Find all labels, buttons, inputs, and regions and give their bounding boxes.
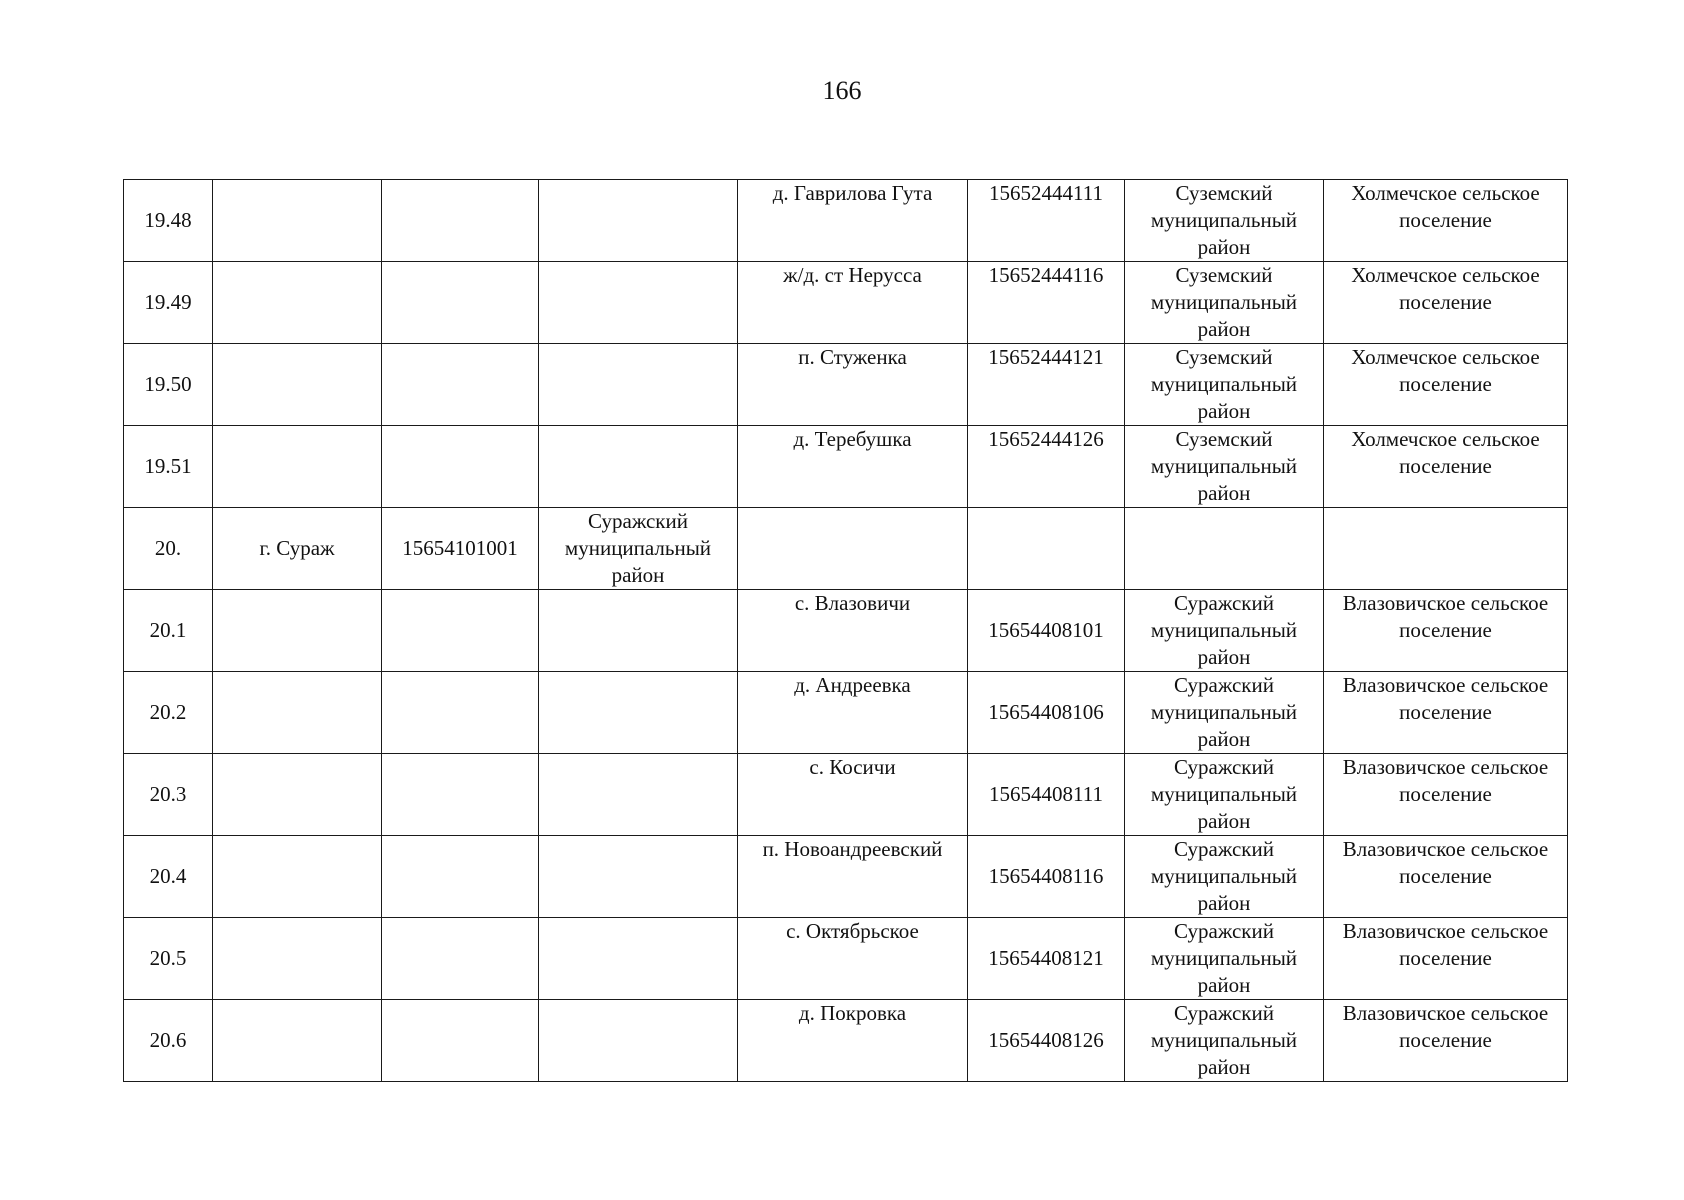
city-district-cell xyxy=(539,590,738,672)
settlement-cell xyxy=(1324,836,1568,918)
settlement-cell-text: Холмечское сельское поселение xyxy=(1351,427,1540,478)
district-cell-text: Суражский муниципальный район xyxy=(1150,1001,1298,1079)
city-code-cell xyxy=(382,754,539,836)
row-number-cell xyxy=(124,180,213,262)
settlements-table xyxy=(123,179,1568,1082)
district-cell xyxy=(1125,836,1324,918)
place-name-cell-text: с. Октябрьское xyxy=(786,919,919,943)
place-code-cell xyxy=(968,836,1125,918)
district-cell xyxy=(1125,918,1324,1000)
settlement-cell-text: Влазовичское сельское поселение xyxy=(1342,591,1549,642)
row-number-cell xyxy=(124,672,213,754)
district-cell xyxy=(1125,262,1324,344)
city-code-cell xyxy=(382,590,539,672)
city-district-cell xyxy=(539,836,738,918)
place-name-cell-text: д. Андреевка xyxy=(794,673,911,697)
settlement-cell xyxy=(1324,590,1568,672)
place-code-cell xyxy=(968,426,1125,508)
place-code-cell-text: 15652444116 xyxy=(988,263,1104,287)
place-name-cell xyxy=(738,262,968,344)
city-code-cell xyxy=(382,508,539,590)
district-cell xyxy=(1125,508,1324,590)
row-number-cell-text: 19.49 xyxy=(144,290,192,314)
place-name-cell-text: с. Влазовичи xyxy=(794,591,911,615)
place-code-cell xyxy=(968,672,1125,754)
table-row xyxy=(124,344,1568,426)
table-row xyxy=(124,426,1568,508)
place-code-cell-text: 15652444121 xyxy=(988,345,1104,369)
settlement-cell xyxy=(1324,262,1568,344)
city-name-cell xyxy=(213,426,382,508)
place-code-cell xyxy=(968,262,1125,344)
row-number-cell xyxy=(124,508,213,590)
settlement-cell-text: Влазовичское сельское поселение xyxy=(1342,673,1549,724)
city-district-cell xyxy=(539,1000,738,1082)
city-district-cell xyxy=(539,344,738,426)
district-cell xyxy=(1125,1000,1324,1082)
district-cell-text: Суземский муниципальный район xyxy=(1150,345,1298,423)
city-code-cell-text: 15654101001 xyxy=(402,536,518,560)
place-code-cell-text: 15654408111 xyxy=(989,782,1103,806)
city-name-cell xyxy=(213,918,382,1000)
row-number-cell-text: 19.48 xyxy=(144,208,192,232)
city-code-cell xyxy=(382,180,539,262)
table-row xyxy=(124,590,1568,672)
place-code-cell xyxy=(968,508,1125,590)
settlement-cell xyxy=(1324,344,1568,426)
table-row xyxy=(124,262,1568,344)
place-code-cell-text: 15654408101 xyxy=(988,618,1104,642)
city-district-cell xyxy=(539,508,738,590)
settlement-cell xyxy=(1324,508,1568,590)
table-row xyxy=(124,508,1568,590)
place-code-cell-text: 15654408121 xyxy=(988,946,1104,970)
district-cell xyxy=(1125,180,1324,262)
place-name-cell xyxy=(738,344,968,426)
city-code-cell xyxy=(382,426,539,508)
place-name-cell-text: с. Косичи xyxy=(809,755,896,779)
district-cell-text: Суражский муниципальный район xyxy=(1150,755,1298,833)
district-cell-text: Суземский муниципальный район xyxy=(1150,427,1298,505)
place-name-cell-text: д. Теребушка xyxy=(793,427,912,451)
city-name-cell xyxy=(213,262,382,344)
city-name-cell xyxy=(213,672,382,754)
district-cell-text: Суражский муниципальный район xyxy=(1150,919,1298,997)
district-cell-text: Суземский муниципальный район xyxy=(1150,263,1298,341)
row-number-cell-text: 20.1 xyxy=(149,618,187,642)
table-body xyxy=(124,180,1568,1082)
district-cell-text: Суражский муниципальный район xyxy=(1150,837,1298,915)
settlement-cell xyxy=(1324,1000,1568,1082)
place-code-cell xyxy=(968,590,1125,672)
row-number-cell-text: 20.3 xyxy=(149,782,187,806)
district-cell xyxy=(1125,426,1324,508)
place-code-cell-text: 15652444126 xyxy=(988,427,1104,451)
place-name-cell xyxy=(738,426,968,508)
table-row xyxy=(124,1000,1568,1082)
city-code-cell xyxy=(382,1000,539,1082)
place-name-cell-text: д. Гаврилова Гута xyxy=(772,181,933,205)
city-code-cell xyxy=(382,344,539,426)
city-name-cell xyxy=(213,836,382,918)
city-code-cell xyxy=(382,262,539,344)
place-code-cell xyxy=(968,754,1125,836)
city-district-cell xyxy=(539,918,738,1000)
row-number-cell-text: 20.4 xyxy=(149,864,187,888)
city-district-cell xyxy=(539,262,738,344)
place-code-cell xyxy=(968,344,1125,426)
city-code-cell xyxy=(382,918,539,1000)
settlement-cell xyxy=(1324,918,1568,1000)
district-cell xyxy=(1125,590,1324,672)
district-cell-text: Суражский муниципальный район xyxy=(1150,591,1298,669)
row-number-cell xyxy=(124,754,213,836)
settlement-cell-text: Влазовичское сельское поселение xyxy=(1342,837,1549,888)
row-number-cell xyxy=(124,836,213,918)
row-number-cell xyxy=(124,918,213,1000)
place-name-cell xyxy=(738,836,968,918)
place-name-cell-text: п. Стуженка xyxy=(798,345,907,369)
place-code-cell-text: 15652444111 xyxy=(989,181,1103,205)
settlement-cell-text: Влазовичское сельское поселение xyxy=(1342,1001,1549,1052)
place-name-cell xyxy=(738,180,968,262)
settlement-cell-text: Холмечское сельское поселение xyxy=(1351,263,1540,314)
place-name-cell xyxy=(738,508,968,590)
table-row xyxy=(124,180,1568,262)
city-name-cell xyxy=(213,1000,382,1082)
city-district-cell-text: Суражский муниципальный район xyxy=(564,509,712,587)
settlement-cell-text: Холмечское сельское поселение xyxy=(1351,345,1540,396)
place-code-cell-text: 15654408106 xyxy=(988,700,1104,724)
city-name-cell-text: г. Сураж xyxy=(259,536,335,560)
place-code-cell-text: 15654408126 xyxy=(988,1028,1104,1052)
city-name-cell xyxy=(213,508,382,590)
row-number-cell-text: 19.51 xyxy=(144,454,192,478)
place-code-cell-text: 15654408116 xyxy=(988,864,1104,888)
place-name-cell-text: ж/д. ст Нерусса xyxy=(783,263,922,287)
row-number-cell xyxy=(124,1000,213,1082)
place-code-cell xyxy=(968,180,1125,262)
place-name-cell xyxy=(738,672,968,754)
row-number-cell-text: 20.6 xyxy=(149,1028,187,1052)
row-number-cell-text: 19.50 xyxy=(144,372,192,396)
city-name-cell xyxy=(213,180,382,262)
table-row xyxy=(124,672,1568,754)
place-name-cell xyxy=(738,1000,968,1082)
city-district-cell xyxy=(539,672,738,754)
city-name-cell xyxy=(213,754,382,836)
row-number-cell-text: 20.5 xyxy=(149,946,187,970)
row-number-cell-text: 20.2 xyxy=(149,700,187,724)
table-row xyxy=(124,754,1568,836)
place-name-cell xyxy=(738,918,968,1000)
district-cell xyxy=(1125,344,1324,426)
place-code-cell xyxy=(968,1000,1125,1082)
settlement-cell-text: Влазовичское сельское поселение xyxy=(1342,755,1549,806)
district-cell xyxy=(1125,672,1324,754)
row-number-cell-text: 20. xyxy=(154,536,182,560)
page-number: 166 xyxy=(822,76,862,105)
settlement-cell-text: Холмечское сельское поселение xyxy=(1351,181,1540,232)
place-name-cell xyxy=(738,754,968,836)
city-name-cell xyxy=(213,590,382,672)
settlement-cell xyxy=(1324,754,1568,836)
place-name-cell-text: д. Покровка xyxy=(798,1001,907,1025)
settlement-cell-text: Влазовичское сельское поселение xyxy=(1342,919,1549,970)
settlement-cell xyxy=(1324,672,1568,754)
place-name-cell-text: п. Новоандреевский xyxy=(762,837,943,861)
district-cell xyxy=(1125,754,1324,836)
row-number-cell xyxy=(124,344,213,426)
city-name-cell xyxy=(213,344,382,426)
table-row xyxy=(124,918,1568,1000)
city-district-cell xyxy=(539,426,738,508)
row-number-cell xyxy=(124,590,213,672)
place-name-cell xyxy=(738,590,968,672)
table-row xyxy=(124,836,1568,918)
place-code-cell xyxy=(968,918,1125,1000)
city-code-cell xyxy=(382,836,539,918)
city-district-cell xyxy=(539,754,738,836)
city-code-cell xyxy=(382,672,539,754)
row-number-cell xyxy=(124,426,213,508)
city-district-cell xyxy=(539,180,738,262)
district-cell-text: Суражский муниципальный район xyxy=(1150,673,1298,751)
district-cell-text: Суземский муниципальный район xyxy=(1150,181,1298,259)
settlement-cell xyxy=(1324,426,1568,508)
row-number-cell xyxy=(124,262,213,344)
settlement-cell xyxy=(1324,180,1568,262)
